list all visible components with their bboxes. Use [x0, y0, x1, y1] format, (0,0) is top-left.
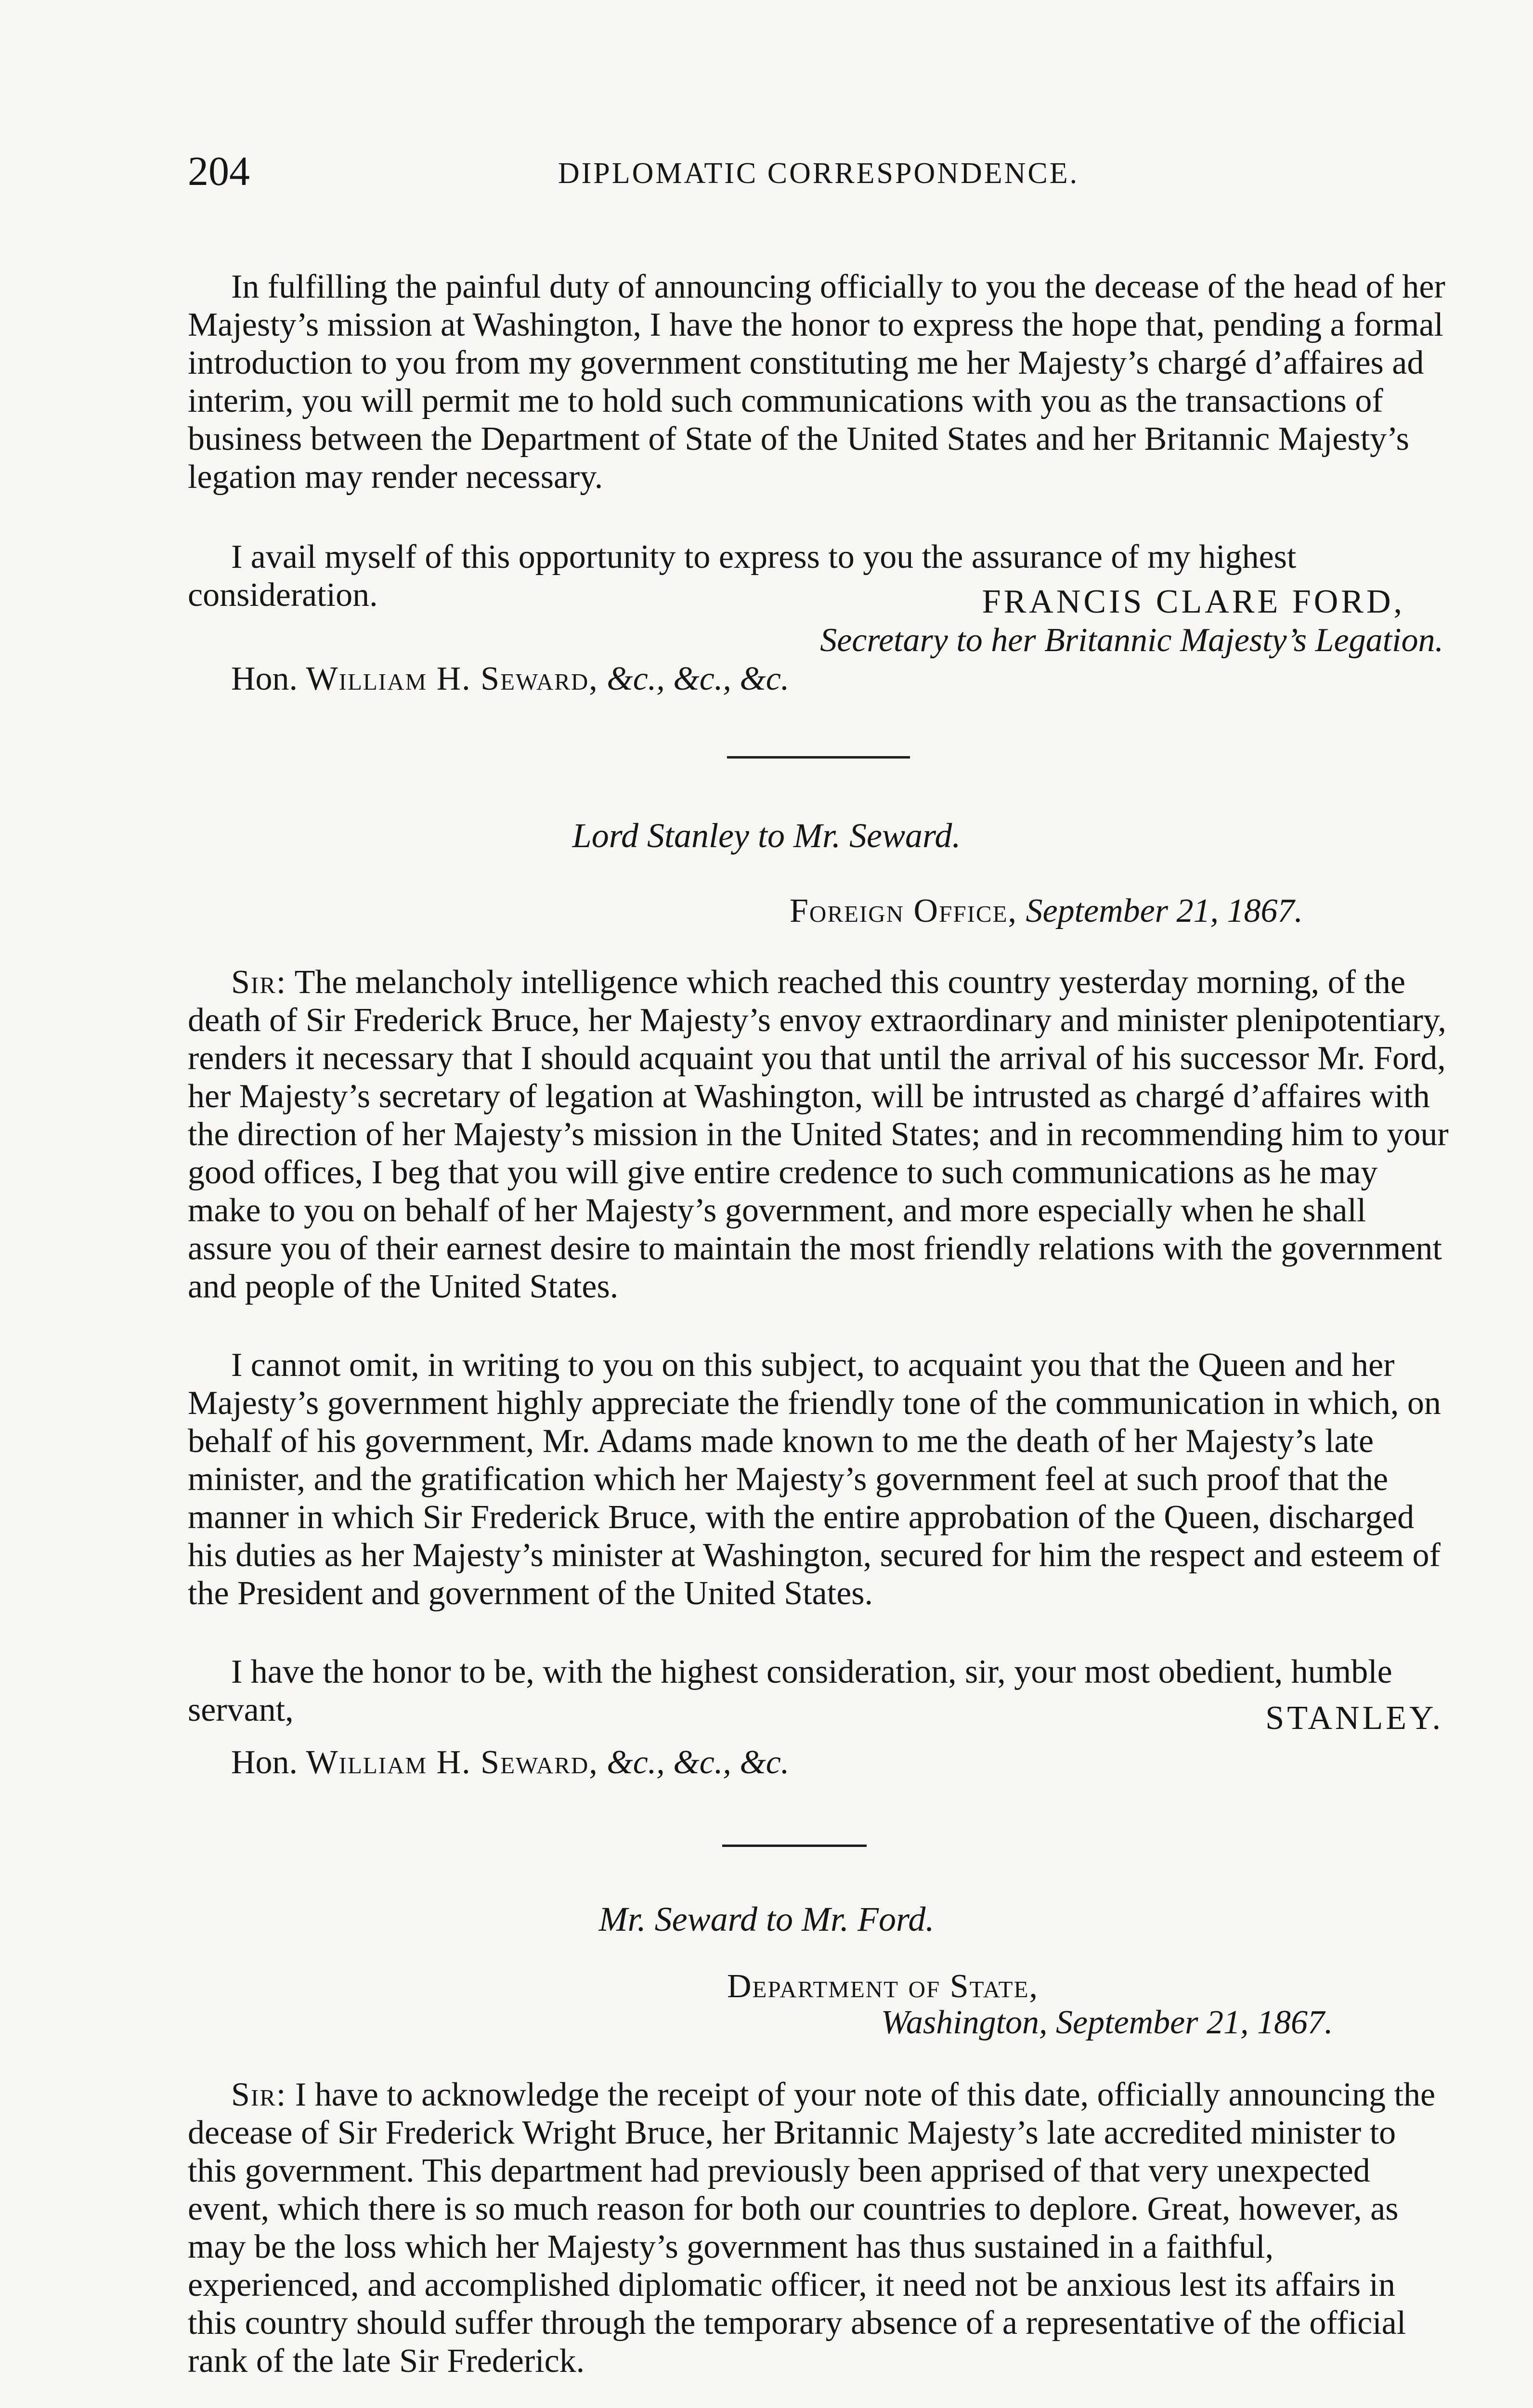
dateline-place: Department of State,: [727, 1968, 1039, 2005]
addressee-name: William H. Seward,: [306, 660, 598, 697]
dateline-place: Foreign Office,: [790, 892, 1018, 929]
salutation: Sir:: [231, 2076, 287, 2113]
running-title: DIPLOMATIC CORRESPONDENCE.: [558, 157, 1079, 190]
section-divider: [727, 756, 910, 759]
addressee-name: William H. Seward,: [306, 1744, 598, 1781]
letter2-addressee: [231, 1743, 789, 1782]
letter2-paragraph-1: [188, 963, 1449, 1306]
signature-title: Secretary to her Britannic Majesty’s Legation.: [820, 622, 1443, 659]
letter1-addressee: [231, 660, 789, 698]
salutation: Sir:: [231, 964, 287, 1001]
letter2-signature: [1265, 1699, 1443, 1738]
addressee-prefix: Hon.: [231, 1744, 298, 1781]
letter3-paragraph-1-text: I have to acknowledge the receipt of your note of this date, officially announcing the decease of Sir Frederick Wright Bruce, her Britannic Majesty’s late accredited minister to this government. This department had previously been apprised of that very unexpected event, which there is so much reason for both our countries to deplore. Great, however, as may be the loss which her Majesty’s government has thus sustained in a faithful, experienced, and accomplished diplomatic officer, it need not be anxious lest its affairs in this country should suffer through the temporary absence of a representative of the official rank of the late Sir Frederick.: [188, 2076, 1436, 2380]
letter3-dateline-place: [727, 1967, 1039, 2006]
signature-name: STANLEY.: [1265, 1700, 1443, 1737]
letter2-dateline: [790, 892, 1303, 930]
addressee-suffix: &c., &c., &c.: [607, 660, 790, 697]
signature-name: FRANCIS CLARE FORD,: [982, 583, 1405, 620]
addressee-prefix: Hon.: [231, 660, 298, 697]
running-head: [188, 144, 1449, 197]
dateline-date: September 21, 1867.: [1026, 892, 1303, 929]
letter1-signature: [820, 583, 1443, 660]
section-divider: [722, 1845, 867, 1847]
letter1-paragraph-1: In fulfilling the painful duty of announcing officially to you the decease of the head of her Majesty’s mission at Washington, I have the honor to express the hope that, pending a formal introduction to you from my government constituting me her Majesty’s chargé d’affaires ad interim, you will permit me to hold such communications with you as the transactions of business between the Department of State of the United States and her Britannic Majesty’s legation may render necessary.: [188, 268, 1445, 496]
letter2-paragraph-1-text: The melancholy intelligence which reached this country yesterday morning, of the death of Sir Frederick Bruce, her Majesty’s envoy extraordinary and minister plenipotentiary, renders it necessary that I should acquaint you that until the arrival of his successor Mr. Ford, her Majesty’s secretary of legation at Washington, will be intrusted as chargé d’affaires with the direction of her Majesty’s mission in the United States; and in recommending him to your good offices, I beg that you will give entire credence to such communications as he may make to you on behalf of her Majesty’s government, and more especially when he shall assure you of their earnest desire to maintain the most friendly relations with the government and people of the United States.: [188, 964, 1449, 1305]
letter3-heading: Mr. Seward to Mr. Ford.: [598, 1900, 935, 1938]
letter3-dateline-date: Washington, September 21, 1867.: [881, 2004, 1333, 2041]
addressee-suffix: &c., &c., &c.: [607, 1744, 790, 1781]
page-number: 204: [188, 148, 250, 194]
letter2-paragraph-2: I cannot omit, in writing to you on this subject, to acquaint you that the Queen and her Majesty’s government highly appreciate the friendly tone of the communication in which, on behalf of his government, Mr. Adams made known to me the death of her Majesty’s late minister, and the gratification which her Majesty’s government feel at such proof that the manner in which Sir Frederick Bruce, with the entire approbation of the Queen, discharged his duties as her Majesty’s minister at Washington, secured for him the respect and esteem of the President and government of the United States.: [188, 1347, 1441, 1612]
letter3-paragraph-1: [188, 2076, 1449, 2380]
letter1-paragraph-2: I avail myself of this opportunity to express to you the assurance of my highest consideration.: [188, 538, 1297, 614]
letter2-heading: Lord Stanley to Mr. Seward.: [572, 816, 961, 855]
letter2-paragraph-3: I have the honor to be, with the highest consideration, sir, your most obedient, humble servant,: [188, 1653, 1392, 1728]
